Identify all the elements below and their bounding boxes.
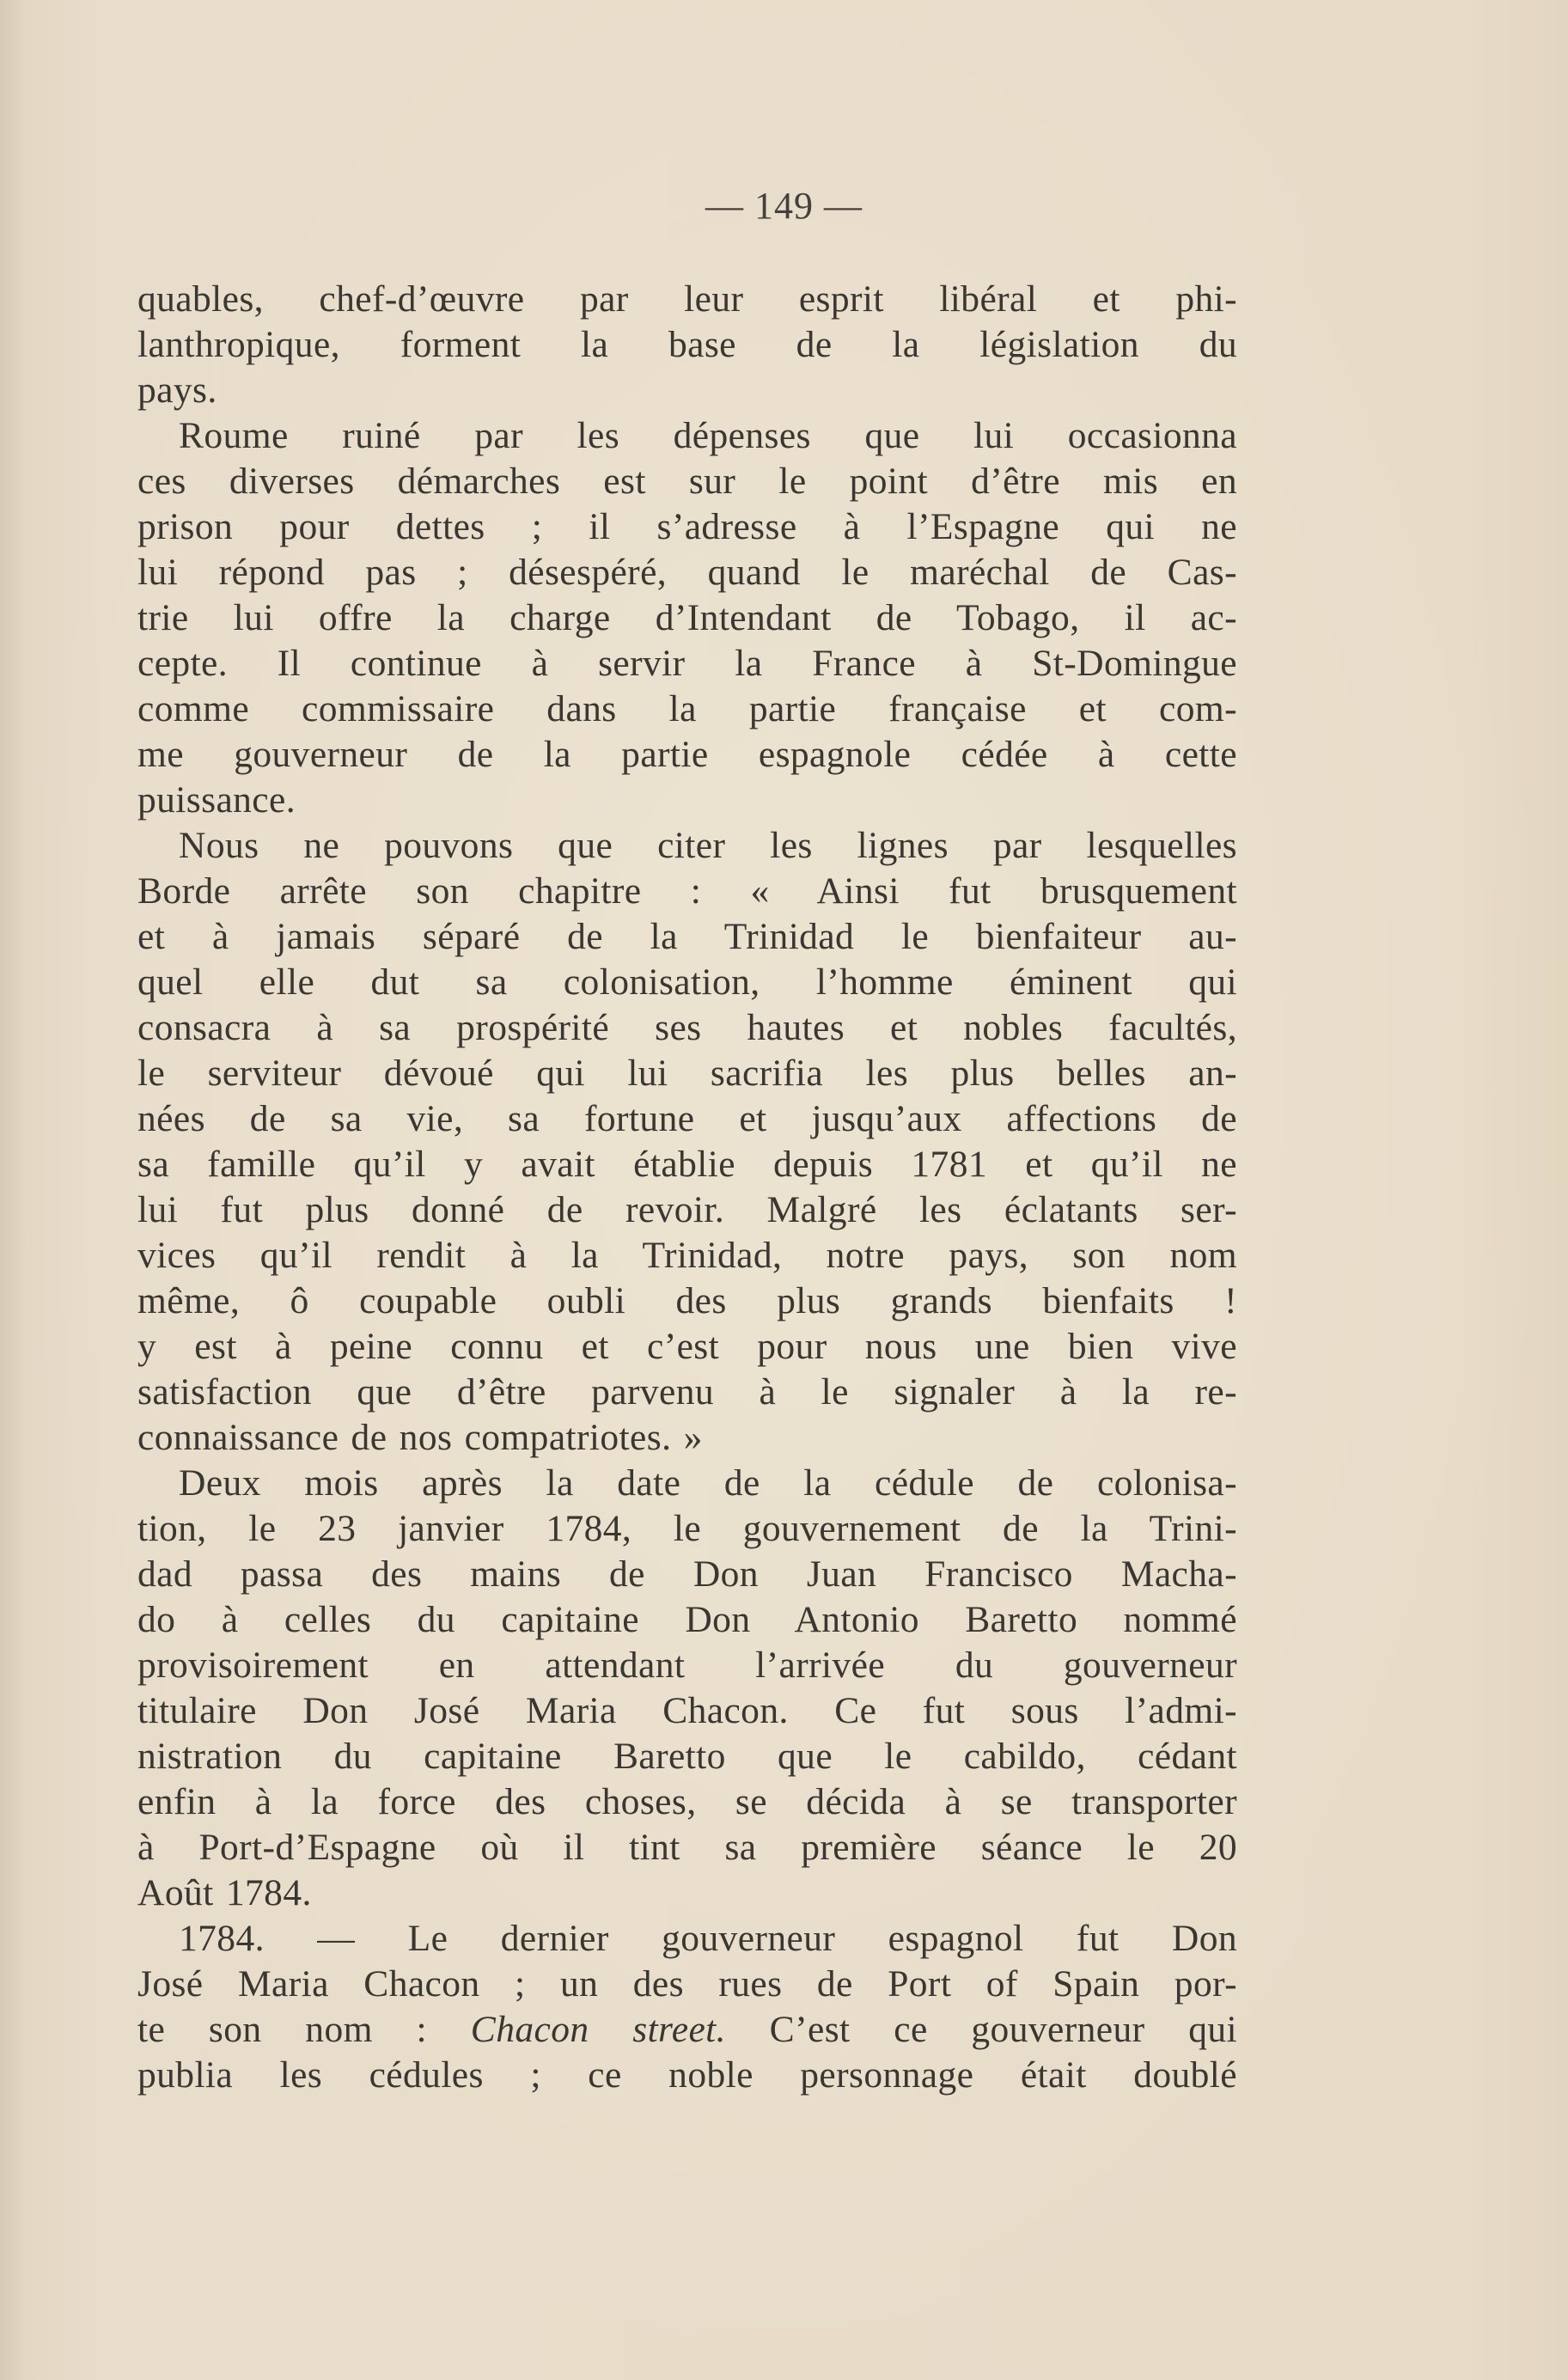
text-line: lanthropique, forment la base de la législation du bbox=[137, 324, 1237, 365]
text-segment: te son nom : bbox=[137, 2009, 471, 2050]
text-line: nées de sa vie, sa fortune et jusqu’aux affections de bbox=[137, 1098, 1237, 1139]
text-line: Roume ruiné par les dépenses que lui occasionna bbox=[179, 415, 1237, 456]
text-segment: C’est ce gouverneur qui bbox=[725, 2009, 1237, 2050]
text-line: quel elle dut sa colonisation, l’homme éminent qui bbox=[137, 961, 1237, 1003]
text-line: à Port-d’Espagne où il tint sa première séance le 20 bbox=[137, 1827, 1237, 1868]
text-line: ces diverses démarches est sur le point d’être mis en bbox=[137, 461, 1237, 502]
text-line: prison pour dettes ; il s’adresse à l’Espagne qui ne bbox=[137, 506, 1237, 547]
text-line: Août 1784. bbox=[137, 1872, 312, 1913]
text-line: tion, le 23 janvier 1784, le gouvernement de la Trini- bbox=[137, 1508, 1237, 1549]
text-line: sa famille qu’il y avait établie depuis 1781 et qu’il ne bbox=[137, 1144, 1237, 1185]
text-line: me gouverneur de la partie espagnole cédée à cette bbox=[137, 734, 1237, 775]
body-text bbox=[137, 277, 1237, 2098]
text-line: 1784. — Le dernier gouverneur espagnol fut Don bbox=[179, 1918, 1237, 1959]
text-line: et à jamais séparé de la Trinidad le bienfaiteur au- bbox=[137, 916, 1237, 957]
text-line: do à celles du capitaine Don Antonio Baretto nommé bbox=[137, 1599, 1237, 1640]
text-line-final: publia les cédules ; ce noble personnage était doublé bbox=[137, 2054, 1237, 2096]
text-line: José Maria Chacon ; un des rues de Port of Spain por- bbox=[137, 1963, 1237, 2005]
text-line: y est à peine connu et c’est pour nous une bien vive bbox=[137, 1326, 1237, 1367]
text-line: enfin à la force des choses, se décida à se transporter bbox=[137, 1781, 1237, 1822]
text-line: le serviteur dévoué qui lui sacrifia les plus belles an- bbox=[137, 1053, 1237, 1094]
text-line: provisoirement en attendant l’arrivée du gouverneur bbox=[137, 1645, 1237, 1686]
text-line: comme commissaire dans la partie française et com- bbox=[137, 688, 1237, 729]
text-line: vices qu’il rendit à la Trinidad, notre pays, son nom bbox=[137, 1235, 1237, 1276]
text-line: lui fut plus donné de revoir. Malgré les éclatants ser- bbox=[137, 1189, 1237, 1230]
text-lines bbox=[137, 277, 1237, 2007]
text-line: pays. bbox=[137, 369, 217, 411]
text-line: connaissance de nos compatriotes. » bbox=[137, 1417, 703, 1458]
text-line-italic bbox=[137, 2007, 1237, 2053]
text-line: trie lui offre la charge d’Intendant de Tobago, il ac- bbox=[137, 597, 1237, 638]
text-line: satisfaction que d’être parvenu à le signaler à la re- bbox=[137, 1371, 1237, 1413]
text-line: même, ô coupable oubli des plus grands bienfaits ! bbox=[137, 1280, 1237, 1321]
text-line: consacra à sa prospérité ses hautes et nobles facultés, bbox=[137, 1007, 1237, 1048]
page-number: — 149 — bbox=[705, 185, 863, 227]
text-line: Nous ne pouvons que citer les lignes par lesquelles bbox=[179, 825, 1237, 866]
text-line: lui répond pas ; désespéré, quand le maréchal de Cas- bbox=[137, 552, 1237, 593]
text-line: Borde arrête son chapitre : « Ainsi fut brusquement bbox=[137, 870, 1237, 912]
text-line: cepte. Il continue à servir la France à St-Domingue bbox=[137, 643, 1237, 684]
text-line: dad passa des mains de Don Juan Francisco Macha- bbox=[137, 1553, 1237, 1595]
text-line: titulaire Don José Maria Chacon. Ce fut sous l’admi- bbox=[137, 1690, 1237, 1731]
text-line: nistration du capitaine Baretto que le cabildo, cédant bbox=[137, 1736, 1237, 1777]
street-name: Chacon street. bbox=[470, 2009, 726, 2050]
text-line: quables, chef-d’œuvre par leur esprit libéral et phi- bbox=[137, 278, 1237, 320]
text-line: puissance. bbox=[137, 779, 296, 821]
text-line: Deux mois après la date de la cédule de colonisa- bbox=[179, 1462, 1237, 1504]
